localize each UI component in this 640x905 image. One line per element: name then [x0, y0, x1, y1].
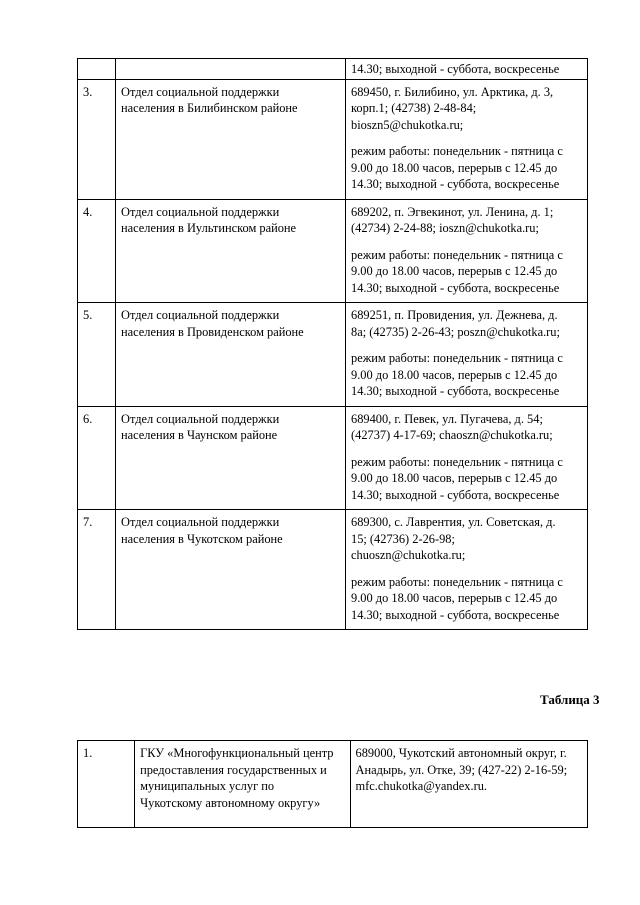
row-number: 7.: [78, 510, 116, 630]
table-row: [78, 406, 588, 510]
address-line: корп.1; (42738) 2-48-84;: [351, 101, 477, 115]
address-line: 689251, п. Провидения, ул. Дежнева, д.: [351, 308, 558, 322]
address-line: 689300, с. Лаврентия, ул. Советская, д.: [351, 515, 556, 529]
email-line: mfc.chukotka@yandex.ru.: [355, 779, 488, 793]
office-name-line: Отдел социальной поддержки: [121, 411, 280, 426]
office-name-line: Отдел социальной поддержки: [121, 84, 280, 99]
schedule-line: 9.00 до 18.00 часов, перерыв с 12.45 до: [351, 471, 558, 485]
table-row: [78, 79, 588, 199]
schedule-line: 14.30; выходной - суббота, воскресенье: [351, 177, 560, 191]
address-line: (42737) 4-17-69; chaoszn@chukotka.ru;: [351, 428, 553, 442]
office-name-line: Чукотскому автономному округу»: [140, 795, 321, 810]
office-name-line: Отдел социальной поддержки: [121, 308, 280, 322]
schedule-line: 14.30; выходной - суббота, воскресенье: [351, 487, 560, 502]
office-name: [116, 303, 346, 407]
office-name: [116, 406, 346, 510]
row-number: 5.: [78, 303, 116, 407]
address-line: 689400, г. Певек, ул. Пугачева, д. 54;: [351, 411, 543, 426]
address-line: (42734) 2-24-88; ioszn@chukotka.ru;: [351, 221, 539, 235]
office-contacts: [346, 79, 588, 199]
office-name-line: населения в Иультинском районе: [121, 221, 297, 235]
address-line: 689450, г. Билибино, ул. Арктика, д. 3,: [351, 84, 554, 99]
office-name-line: Отдел социальной поддержки: [121, 204, 280, 219]
email-line: chuoszn@chukotka.ru;: [351, 548, 466, 562]
office-contacts: [346, 406, 588, 510]
mfc-table: [77, 740, 588, 828]
table-row-continued: [78, 59, 588, 80]
office-name: [116, 199, 346, 303]
address-line: 689202, п. Эгвекинот, ул. Ленина, д. 1;: [351, 204, 554, 219]
office-name-line: предоставления государственных и: [140, 762, 327, 777]
schedule-line: 9.00 до 18.00 часов, перерыв с 12.45 до: [351, 591, 558, 605]
office-contacts: [346, 199, 588, 303]
row-number: [78, 59, 116, 80]
schedule-line: 14.30; выходной - суббота, воскресенье: [351, 384, 560, 398]
office-schedule: 14.30; выходной - суббота, воскресенье: [346, 59, 588, 80]
office-name-line: ГКУ «Многофункциональный центр: [140, 746, 334, 760]
schedule-line: режим работы: понедельник - пятница с: [351, 351, 563, 365]
schedule-line: режим работы: понедельник - пятница с: [351, 144, 563, 158]
office-name: [116, 510, 346, 630]
address-line: 8а; (42735) 2-26-43; poszn@chukotka.ru;: [351, 324, 560, 339]
offices-table: [77, 58, 588, 630]
office-name-line: населения в Провиденском районе: [121, 324, 304, 339]
schedule-line: 9.00 до 18.00 часов, перерыв с 12.45 до: [351, 160, 558, 175]
office-name-line: муниципальных услуг по: [140, 779, 275, 793]
office-name-line: Отдел социальной поддержки: [121, 515, 280, 529]
office-name-line: населения в Билибинском районе: [121, 101, 298, 115]
office-name: [135, 741, 350, 828]
schedule-line: режим работы: понедельник - пятница с: [351, 574, 563, 589]
schedule-line: 14.30; выходной - суббота, воскресенье: [351, 280, 560, 295]
office-contacts: [346, 510, 588, 630]
schedule-line: 9.00 до 18.00 часов, перерыв с 12.45 до: [351, 264, 558, 278]
table-row: [78, 199, 588, 303]
schedule-line: 9.00 до 18.00 часов, перерыв с 12.45 до: [351, 367, 558, 382]
office-name: [116, 59, 346, 80]
table-caption: Таблица 3: [540, 692, 600, 707]
table-row: [78, 741, 588, 828]
table-row: [78, 510, 588, 630]
table-row: [78, 303, 588, 407]
address-line: Анадырь, ул. Отке, 39; (427-22) 2-16-59;: [355, 762, 568, 777]
office-name-line: населения в Чукотском районе: [121, 531, 283, 546]
address-line: 15; (42736) 2-26-98;: [351, 531, 455, 546]
row-number: 6.: [78, 406, 116, 510]
schedule-line: режим работы: понедельник - пятница с: [351, 247, 563, 262]
row-number: 3.: [78, 79, 116, 199]
row-number: 4.: [78, 199, 116, 303]
schedule-line: 14.30; выходной - суббота, воскресенье: [351, 607, 560, 622]
office-name: [116, 79, 346, 199]
office-name-line: населения в Чаунском районе: [121, 428, 278, 442]
row-number: 1.: [78, 741, 135, 828]
email-line: bioszn5@chukotka.ru;: [351, 117, 464, 132]
office-contacts: [346, 303, 588, 407]
office-contacts: [350, 741, 587, 828]
address-line: 689000, Чукотский автономный округ, г.: [355, 746, 567, 760]
schedule-line: режим работы: понедельник - пятница с: [351, 454, 563, 469]
